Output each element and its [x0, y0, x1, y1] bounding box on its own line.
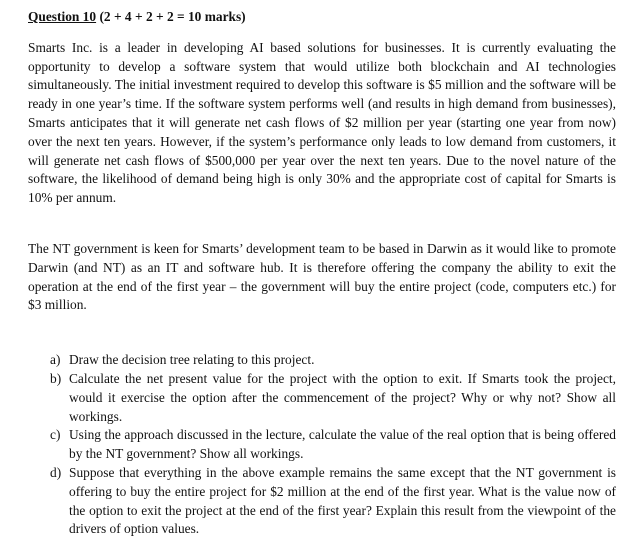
subquestion-list	[28, 351, 616, 539]
subquestion-a	[50, 351, 616, 370]
subquestion-text: Suppose that everything in the above example remains the same except that the NT government is offering to buy the entire project for $2 million at the end of the first year. What is the value now of the option to exit the project at the end of the first year? Explain this result from the viewpoint of the drivers of option values.	[69, 464, 616, 537]
subquestion-c	[50, 426, 616, 464]
subquestion-letter: d)	[50, 464, 62, 480]
question-marks: (2 + 4 + 2 + 2 = 10 marks)	[99, 9, 246, 24]
subquestion-text: Calculate the net present value for the project with the option to exit. If Smarts took the project, would it exercise the option after the commencement of the project? Why or why not? Show all workings.	[69, 370, 616, 424]
subquestion-letter: a)	[50, 352, 61, 368]
subquestion-letter: b)	[50, 370, 62, 386]
scenario-paragraph: Smarts Inc. is a leader in developing AI based solutions for businesses. It is currently evaluating the opportunity to develop a software system that would utilize both blockchain and AI technologies simultaneously. The initial investment required to develop this software is $5 million and the software will be ready in one year’s time. If the software system performs well (and results in high demand from businesses), Smarts anticipates that it will generate net cash flows of $2 million per year (starting one year from now) over the next ten years. However, if the system’s performance only leads to low demand from customers, it will generate net cash flows of $500,000 per year over the next ten years. Due to the novel nature of the software, the likelihood of demand being high is only 30% and the appropriate cost of capital for Smarts is 10% per annum.	[28, 39, 616, 206]
government-option-paragraph: The NT government is keen for Smarts’ development team to be based in Darwin as it would like to promote Darwin (and NT) as an IT and software hub. It is therefore offering the company the ability to exit the operation at the end of the first year – the government will buy the entire project (code, computers etc.) for $3 million.	[28, 240, 616, 313]
subquestion-text: Draw the decision tree relating to this project.	[69, 352, 315, 368]
subquestion-b	[50, 370, 616, 426]
subquestion-letter: c)	[50, 427, 61, 443]
subquestion-d	[50, 464, 616, 539]
question-heading	[28, 8, 616, 27]
subquestion-text: Using the approach discussed in the lecture, calculate the value of the real option that is being offered by the NT government? Show all workings.	[69, 427, 616, 462]
question-title: Question 10	[28, 9, 97, 24]
